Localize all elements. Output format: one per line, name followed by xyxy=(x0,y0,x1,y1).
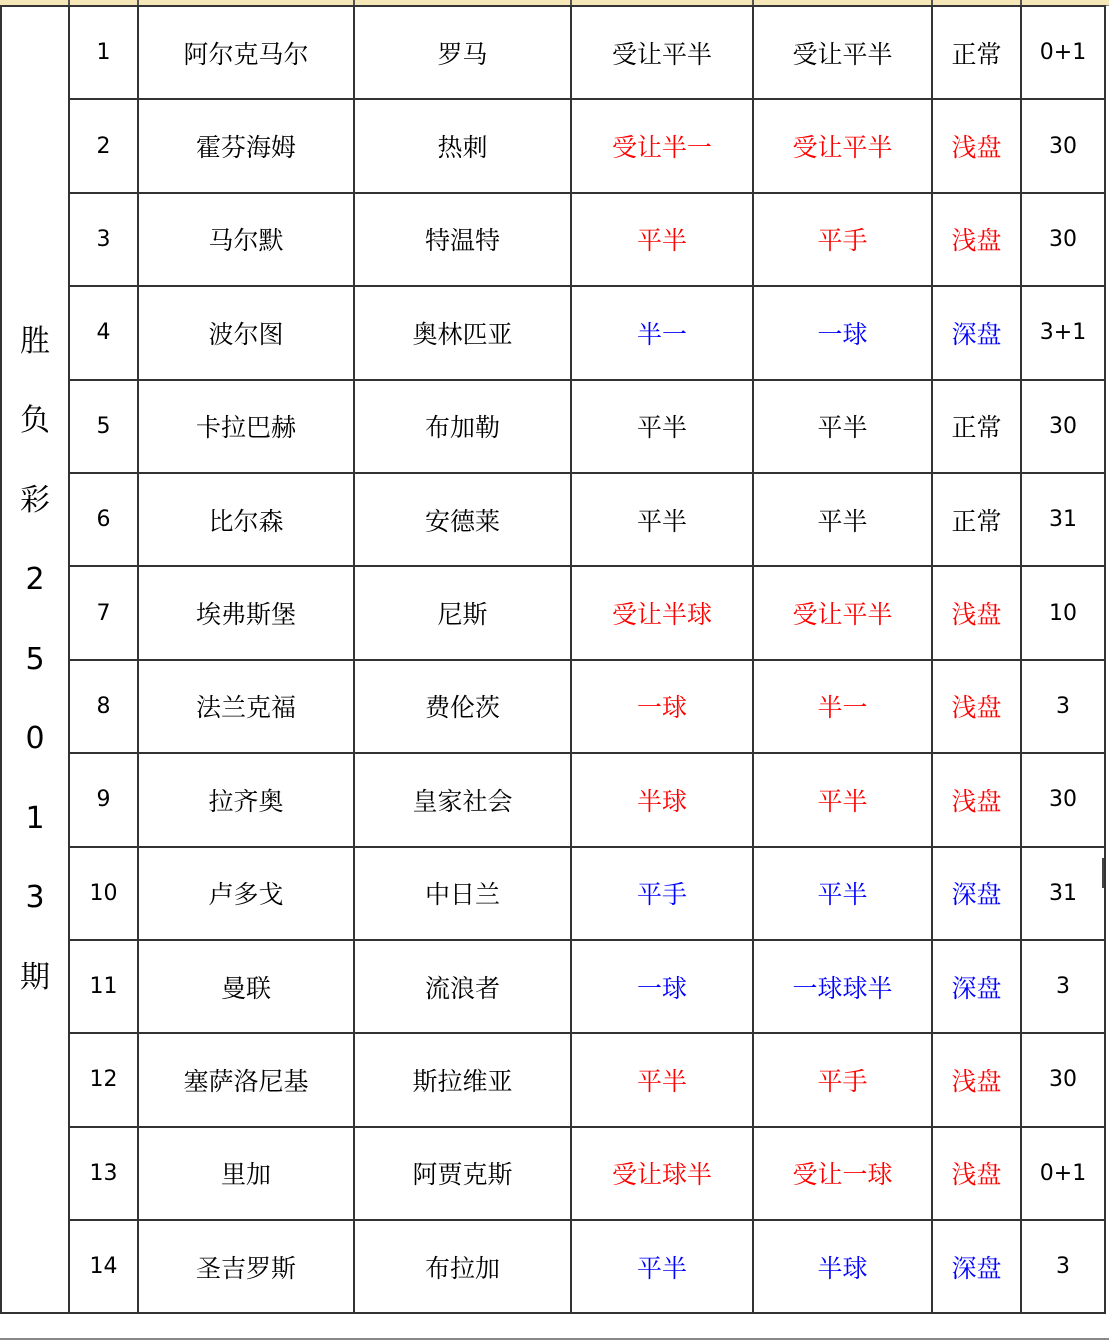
home-team: 波尔图 xyxy=(138,286,354,379)
handicap-initial: 受让半一 xyxy=(571,99,753,192)
away-team: 尼斯 xyxy=(354,566,571,659)
prediction: 3+1 xyxy=(1021,286,1105,379)
table-row xyxy=(1,1220,1105,1313)
match-number: 14 xyxy=(69,1220,138,1313)
match-number: 6 xyxy=(69,473,138,566)
handicap-initial: 平手 xyxy=(571,847,753,940)
handicap-type: 浅盘 xyxy=(932,753,1021,846)
handicap-type: 正常 xyxy=(932,6,1021,99)
match-number: 2 xyxy=(69,99,138,192)
away-team: 热刺 xyxy=(354,99,571,192)
prediction: 31 xyxy=(1021,473,1105,566)
handicap-initial: 半一 xyxy=(571,286,753,379)
handicap-type: 深盘 xyxy=(932,940,1021,1033)
away-team: 罗马 xyxy=(354,6,571,99)
handicap-current: 半球 xyxy=(753,1220,932,1313)
handicap-current: 一球 xyxy=(753,286,932,379)
table-row xyxy=(1,99,1105,192)
handicap-type: 浅盘 xyxy=(932,566,1021,659)
away-team: 布拉加 xyxy=(354,1220,571,1313)
table-row xyxy=(1,380,1105,473)
prediction: 0+1 xyxy=(1021,6,1105,99)
match-number: 4 xyxy=(69,286,138,379)
handicap-initial: 受让平半 xyxy=(571,6,753,99)
prediction: 0+1 xyxy=(1021,1127,1105,1220)
home-team: 比尔森 xyxy=(138,473,354,566)
home-team: 埃弗斯堡 xyxy=(138,566,354,659)
cursor-mark xyxy=(1102,858,1104,888)
period-char: 2 xyxy=(25,562,45,598)
prediction: 31 xyxy=(1021,847,1105,940)
away-team: 流浪者 xyxy=(354,940,571,1033)
match-number: 11 xyxy=(69,940,138,1033)
handicap-initial: 一球 xyxy=(571,660,753,753)
handicap-initial: 受让半球 xyxy=(571,566,753,659)
home-team: 阿尔克马尔 xyxy=(138,6,354,99)
table-row xyxy=(1,566,1105,659)
handicap-current: 平半 xyxy=(753,847,932,940)
prediction: 30 xyxy=(1021,1033,1105,1126)
period-label-chars xyxy=(2,302,68,1018)
handicap-type: 深盘 xyxy=(932,1220,1021,1313)
handicap-initial: 半球 xyxy=(571,753,753,846)
handicap-type: 浅盘 xyxy=(932,193,1021,286)
prediction: 30 xyxy=(1021,380,1105,473)
table-row xyxy=(1,286,1105,379)
handicap-type: 浅盘 xyxy=(932,660,1021,753)
handicap-type: 深盘 xyxy=(932,286,1021,379)
away-team: 安德莱 xyxy=(354,473,571,566)
prediction: 30 xyxy=(1021,753,1105,846)
home-team: 里加 xyxy=(138,1127,354,1220)
away-team: 费伦茨 xyxy=(354,660,571,753)
period-char: 3 xyxy=(25,880,45,916)
match-number: 3 xyxy=(69,193,138,286)
handicap-current: 平半 xyxy=(753,380,932,473)
period-label xyxy=(1,6,69,1313)
handicap-initial: 一球 xyxy=(571,940,753,1033)
prediction: 3 xyxy=(1021,940,1105,1033)
handicap-current: 受让平半 xyxy=(753,99,932,192)
away-team: 特温特 xyxy=(354,193,571,286)
prediction: 3 xyxy=(1021,1220,1105,1313)
handicap-current: 一球球半 xyxy=(753,940,932,1033)
handicap-current: 受让平半 xyxy=(753,6,932,99)
match-number: 7 xyxy=(69,566,138,659)
handicap-initial: 平半 xyxy=(571,193,753,286)
handicap-initial: 平半 xyxy=(571,380,753,473)
match-number: 12 xyxy=(69,1033,138,1126)
bottom-border xyxy=(0,1338,1109,1340)
home-team: 马尔默 xyxy=(138,193,354,286)
period-char: 0 xyxy=(25,721,45,757)
home-team: 曼联 xyxy=(138,940,354,1033)
period-char: 5 xyxy=(25,641,45,677)
match-number: 13 xyxy=(69,1127,138,1220)
table-row xyxy=(1,847,1105,940)
prediction: 3 xyxy=(1021,660,1105,753)
home-team: 卡拉巴赫 xyxy=(138,380,354,473)
match-number: 9 xyxy=(69,753,138,846)
handicap-type: 浅盘 xyxy=(932,1033,1021,1126)
match-number: 8 xyxy=(69,660,138,753)
handicap-type: 正常 xyxy=(932,473,1021,566)
handicap-current: 平手 xyxy=(753,193,932,286)
period-char: 负 xyxy=(20,403,50,439)
period-char: 期 xyxy=(20,959,50,995)
home-team: 卢多戈 xyxy=(138,847,354,940)
match-number: 10 xyxy=(69,847,138,940)
prediction: 30 xyxy=(1021,99,1105,192)
home-team: 塞萨洛尼基 xyxy=(138,1033,354,1126)
home-team: 霍芬海姆 xyxy=(138,99,354,192)
period-char: 1 xyxy=(25,800,45,836)
period-char: 彩 xyxy=(20,482,50,518)
handicap-current: 受让平半 xyxy=(753,566,932,659)
handicap-type: 浅盘 xyxy=(932,99,1021,192)
period-char: 胜 xyxy=(20,323,50,359)
handicap-initial: 平半 xyxy=(571,1220,753,1313)
handicap-current: 受让一球 xyxy=(753,1127,932,1220)
away-team: 奥林匹亚 xyxy=(354,286,571,379)
home-team: 法兰克福 xyxy=(138,660,354,753)
table-row xyxy=(1,753,1105,846)
table-row xyxy=(1,193,1105,286)
handicap-initial: 受让球半 xyxy=(571,1127,753,1220)
table-row xyxy=(1,660,1105,753)
match-table xyxy=(0,5,1106,1314)
prediction: 10 xyxy=(1021,566,1105,659)
handicap-initial: 平半 xyxy=(571,1033,753,1126)
handicap-type: 正常 xyxy=(932,380,1021,473)
home-team: 圣吉罗斯 xyxy=(138,1220,354,1313)
away-team: 布加勒 xyxy=(354,380,571,473)
away-team: 阿贾克斯 xyxy=(354,1127,571,1220)
away-team: 皇家社会 xyxy=(354,753,571,846)
table-row xyxy=(1,940,1105,1033)
prediction: 30 xyxy=(1021,193,1105,286)
away-team: 中日兰 xyxy=(354,847,571,940)
handicap-current: 平手 xyxy=(753,1033,932,1126)
handicap-current: 半一 xyxy=(753,660,932,753)
table-row xyxy=(1,473,1105,566)
home-team: 拉齐奥 xyxy=(138,753,354,846)
handicap-current: 平半 xyxy=(753,753,932,846)
handicap-type: 深盘 xyxy=(932,847,1021,940)
table-row xyxy=(1,1033,1105,1126)
match-number: 1 xyxy=(69,6,138,99)
match-number: 5 xyxy=(69,380,138,473)
away-team: 斯拉维亚 xyxy=(354,1033,571,1126)
match-table-body xyxy=(1,6,1105,1313)
handicap-current: 平半 xyxy=(753,473,932,566)
handicap-type: 浅盘 xyxy=(932,1127,1021,1220)
handicap-initial: 平半 xyxy=(571,473,753,566)
table-row xyxy=(1,6,1105,99)
table-row xyxy=(1,1127,1105,1220)
